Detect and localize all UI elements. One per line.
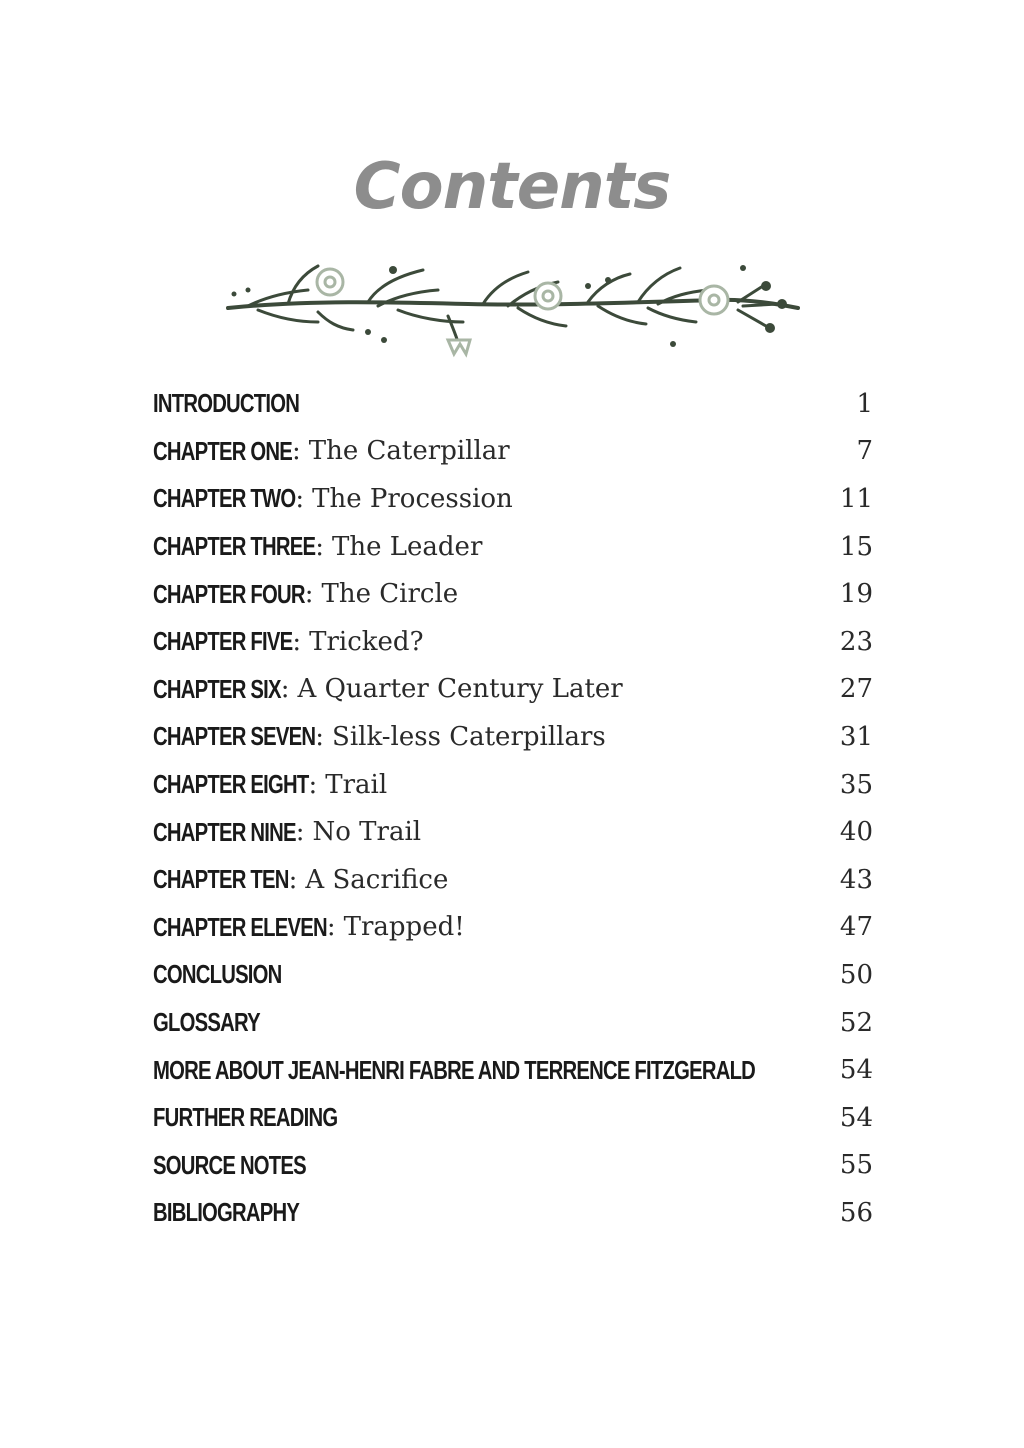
toc-entry-label: CHAPTER ONE	[153, 435, 293, 466]
toc-entry-title	[153, 436, 510, 467]
toc-entry-page-number: 54	[839, 1102, 873, 1133]
toc-entry-title	[153, 531, 482, 562]
toc-entry-label: CHAPTER SEVEN	[153, 721, 316, 752]
toc-entry-title	[153, 817, 421, 848]
toc-entry[interactable]	[153, 666, 873, 714]
toc-entry-label: CHAPTER EIGHT	[153, 769, 309, 800]
page-title: Contents	[353, 150, 671, 224]
toc-entry-label: CHAPTER TWO	[153, 483, 296, 514]
toc-entry-label: CHAPTER FIVE	[153, 626, 293, 657]
toc-entry[interactable]	[153, 428, 873, 476]
toc-entry-subtitle: No Trail	[312, 817, 422, 848]
toc-entry-title	[153, 1007, 260, 1038]
toc-entry-label: CONCLUSION	[153, 959, 282, 990]
toc-entry-title	[153, 674, 623, 705]
toc-entry[interactable]	[153, 1046, 873, 1094]
toc-entry-page-number: 23	[839, 626, 873, 657]
toc-entry-page-number: 7	[856, 436, 873, 467]
toc-entry-subtitle: The Leader	[332, 531, 483, 562]
toc-entry-title	[153, 1197, 299, 1228]
toc-entry-title	[153, 1150, 306, 1181]
toc-entry[interactable]	[153, 761, 873, 809]
toc-entry-page-number: 55	[839, 1150, 873, 1181]
toc-entry-page-number: 35	[839, 769, 873, 800]
toc-entry-page-number: 50	[839, 959, 873, 990]
toc-entry-title	[153, 388, 299, 419]
toc-entry-label: GLOSSARY	[153, 1007, 260, 1038]
toc-entry-page-number: 1	[856, 388, 873, 419]
toc-entry-subtitle: The Circle	[321, 579, 459, 610]
toc-entry-label: CHAPTER NINE	[153, 816, 296, 847]
toc-entry[interactable]	[153, 904, 873, 952]
toc-entry-page-number: 27	[839, 674, 873, 705]
table-of-contents	[153, 380, 873, 1237]
toc-entry-label: CHAPTER ELEVEN	[153, 911, 327, 942]
toc-entry[interactable]	[153, 380, 873, 428]
toc-entry[interactable]	[153, 713, 873, 761]
toc-entry-label: CHAPTER FOUR	[153, 578, 305, 609]
toc-entry-page-number: 52	[839, 1007, 873, 1038]
toc-entry-separator: :	[295, 483, 305, 514]
toc-entry-subtitle: The Procession	[312, 483, 513, 514]
toc-entry-separator: :	[292, 626, 302, 657]
toc-entry-page-number: 40	[839, 817, 873, 848]
toc-entry[interactable]	[153, 618, 873, 666]
toc-entry-subtitle: Tricked?	[309, 626, 424, 657]
toc-entry-title	[153, 721, 606, 752]
toc-entry-page-number: 15	[839, 531, 873, 562]
toc-entry-page-number: 19	[839, 579, 873, 610]
toc-entry-separator: :	[280, 674, 290, 705]
toc-entry-separator: :	[326, 912, 336, 943]
toc-entry[interactable]	[153, 808, 873, 856]
toc-entry-page-number: 31	[839, 721, 873, 752]
toc-entry-separator: :	[304, 579, 314, 610]
toc-entry-separator: :	[295, 817, 305, 848]
toc-entry-label: SOURCE NOTES	[153, 1149, 306, 1180]
toc-entry-label: MORE ABOUT JEAN-HENRI FABRE AND TERRENCE FITZGERALD	[153, 1054, 756, 1085]
toc-entry-page-number: 54	[839, 1055, 873, 1086]
toc-entry[interactable]	[153, 1142, 873, 1190]
toc-entry-title	[153, 1102, 337, 1133]
toc-entry-separator: :	[292, 436, 301, 467]
toc-entry-subtitle: A Sacrifice	[305, 864, 449, 895]
toc-entry-title	[153, 579, 458, 610]
toc-entry-separator: :	[315, 721, 325, 752]
toc-entry-label: INTRODUCTION	[153, 388, 300, 419]
toc-entry-title	[153, 626, 424, 657]
toc-entry-page-number: 11	[839, 483, 873, 514]
toc-entry[interactable]	[153, 1094, 873, 1142]
toc-entry-title	[153, 864, 448, 895]
toc-entry-separator: :	[288, 864, 298, 895]
toc-entry-subtitle: The Caterpillar	[308, 436, 510, 467]
toc-entry-title	[153, 912, 465, 943]
toc-entry-label: FURTHER READING	[153, 1102, 338, 1133]
toc-entry-label: CHAPTER TEN	[153, 864, 289, 895]
toc-entry-separator: :	[315, 531, 325, 562]
toc-entry-title	[153, 769, 387, 800]
toc-entry-title	[153, 959, 282, 990]
toc-entry[interactable]	[153, 951, 873, 999]
toc-entry[interactable]	[153, 570, 873, 618]
toc-entry[interactable]	[153, 523, 873, 571]
toc-entry-label: CHAPTER SIX	[153, 673, 281, 704]
toc-entry-title	[153, 483, 513, 514]
toc-entry-label: CHAPTER THREE	[153, 531, 316, 562]
toc-entry-page-number: 56	[839, 1197, 873, 1228]
toc-entry-label: BIBLIOGRAPHY	[153, 1197, 300, 1228]
toc-entry-title	[153, 1055, 755, 1086]
toc-entry-subtitle: A Quarter Century Later	[297, 674, 623, 705]
toc-entry[interactable]	[153, 475, 873, 523]
toc-entry-subtitle: Trail	[325, 769, 388, 800]
toc-entry-separator: :	[308, 769, 318, 800]
toc-entry[interactable]	[153, 856, 873, 904]
toc-entry[interactable]	[153, 1189, 873, 1237]
toc-entry-subtitle: Trapped!	[343, 912, 465, 943]
toc-entry-subtitle: Silk-less Caterpillars	[332, 721, 606, 752]
toc-entry-page-number: 43	[839, 864, 873, 895]
toc-entry-page-number: 47	[839, 912, 873, 943]
toc-entry[interactable]	[153, 999, 873, 1047]
floral-vine-divider-icon	[218, 256, 808, 366]
